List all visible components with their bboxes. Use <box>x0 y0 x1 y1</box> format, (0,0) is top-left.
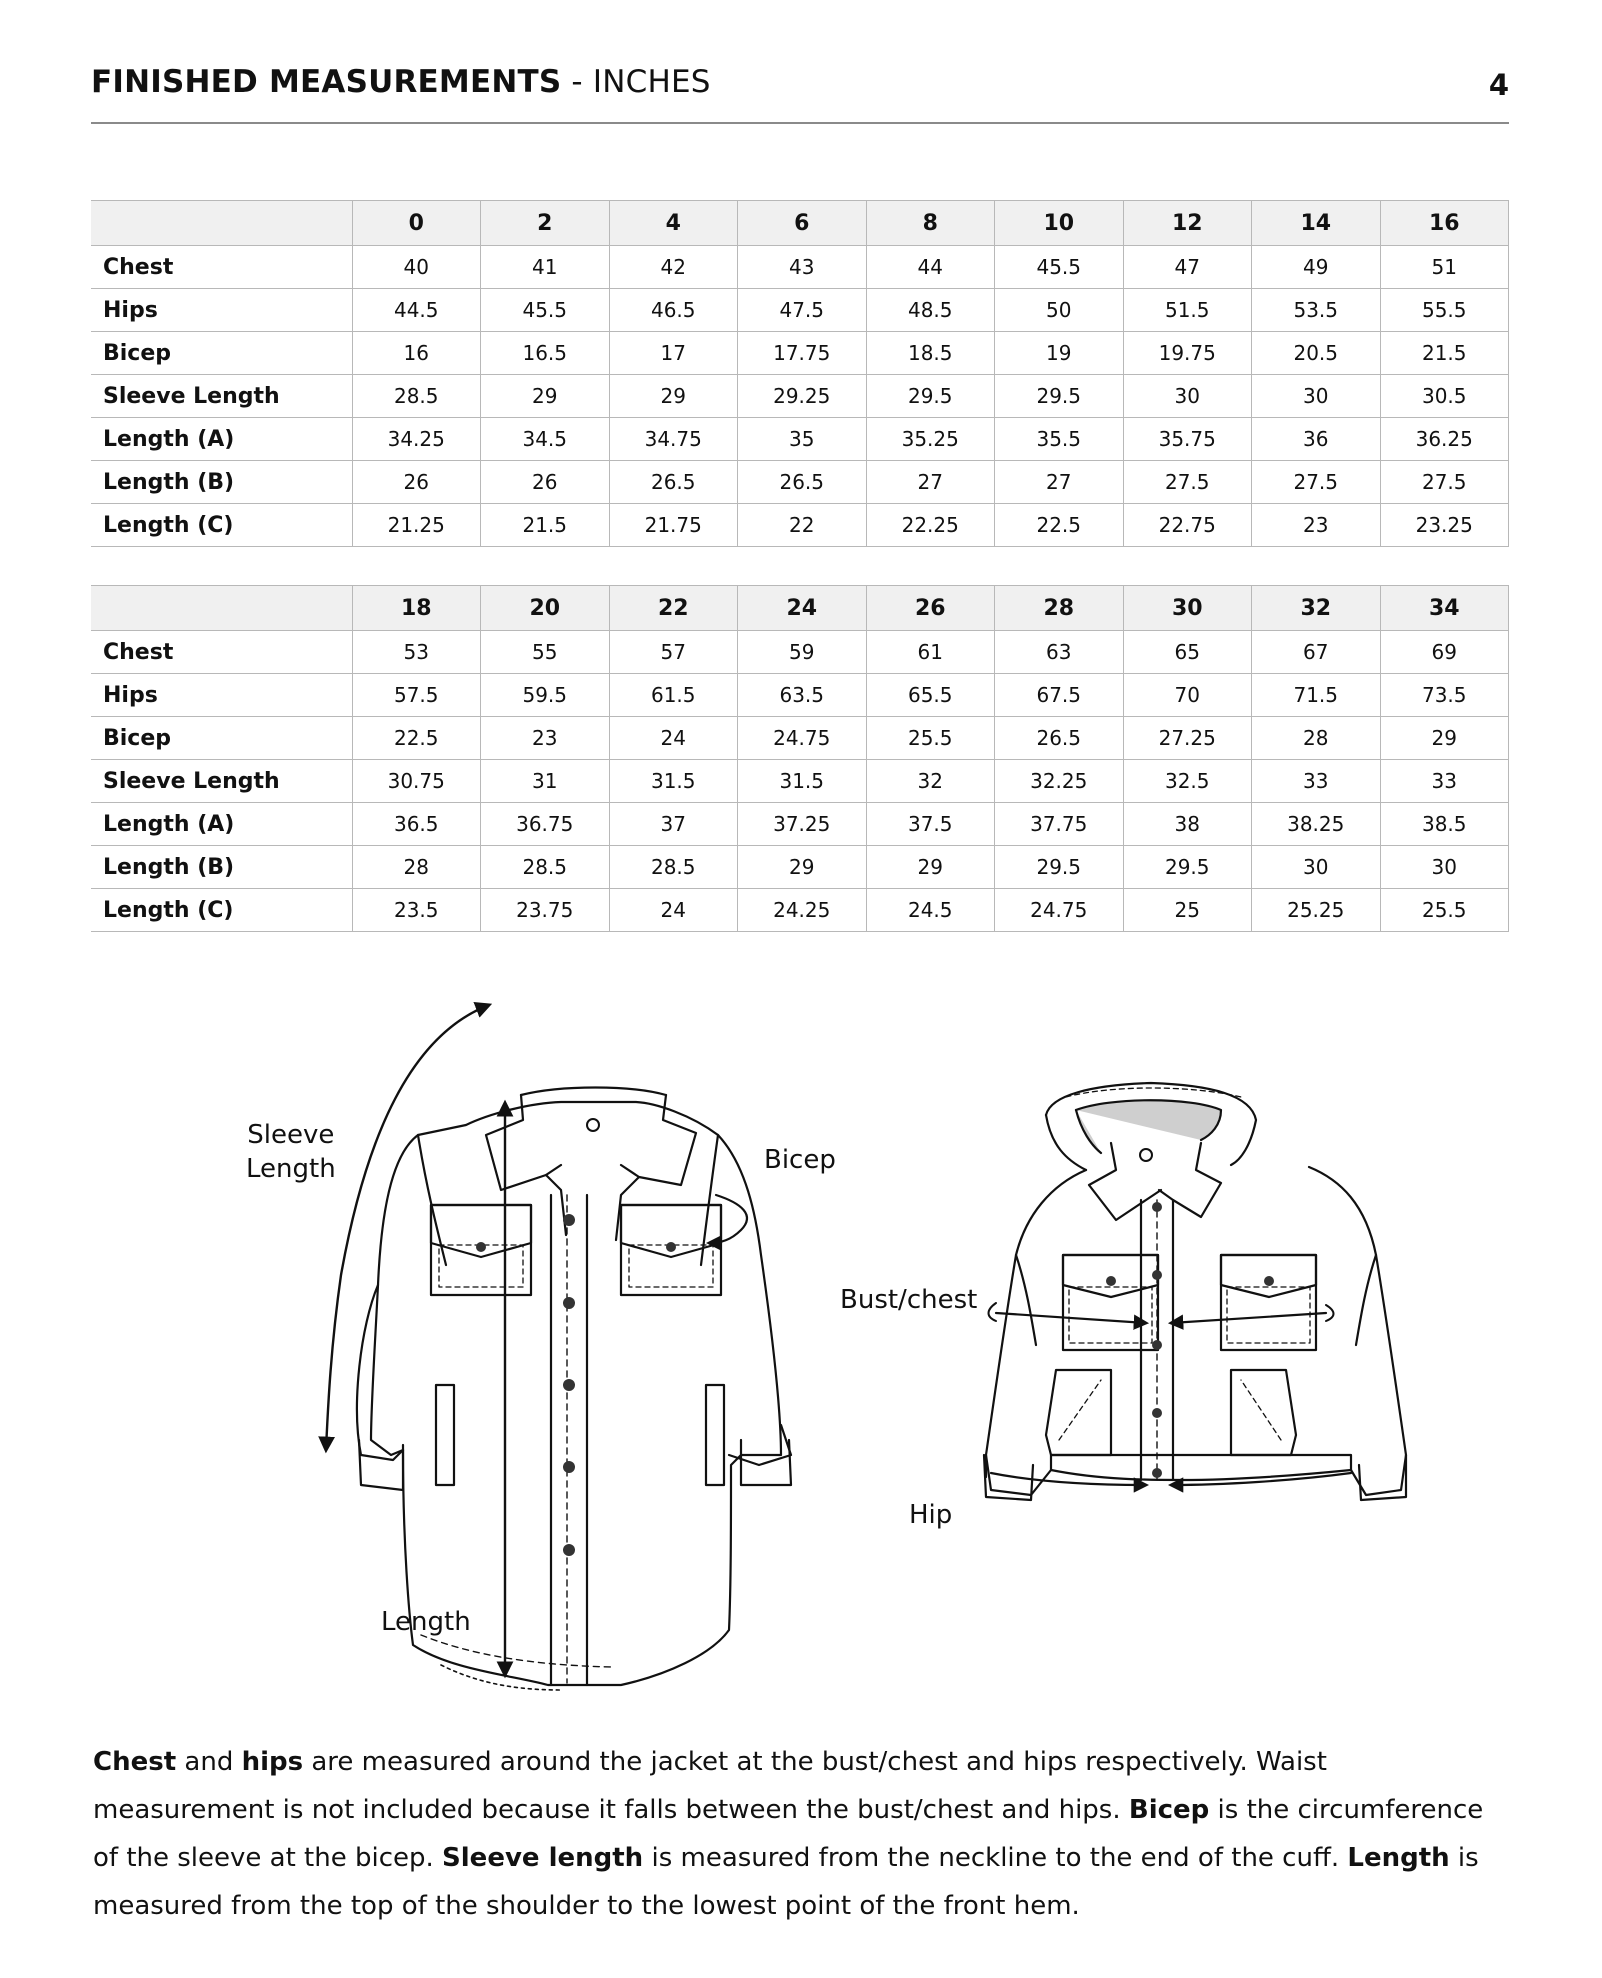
row-label: Length (A) <box>91 418 352 461</box>
measurement-cell: 69 <box>1380 631 1509 674</box>
measurement-cell: 22.5 <box>352 717 481 760</box>
measurement-cell: 26.5 <box>995 717 1124 760</box>
measurement-cell: 28 <box>1252 717 1381 760</box>
measurement-cell: 33 <box>1252 760 1381 803</box>
measurement-cell: 32.5 <box>1123 760 1252 803</box>
row-label: Bicep <box>91 717 352 760</box>
page-number: 4 <box>1488 68 1509 102</box>
measurement-cell: 18.5 <box>866 332 995 375</box>
measurement-description <box>93 1738 1513 1930</box>
page-title <box>91 64 711 100</box>
hooded-jacket-drawing <box>984 1083 1406 1500</box>
description-term: Chest <box>93 1747 177 1777</box>
size-header: 34 <box>1380 586 1509 631</box>
measurement-cell: 30 <box>1380 846 1509 889</box>
description-text: are measured around the jacket at the bust/chest and hips respectively. Waist measurement is not included because it falls between the bust/chest and hips. <box>93 1747 1327 1825</box>
description-text: is measured from the neckline to the end of the cuff. <box>643 1843 1348 1873</box>
measurement-cell: 44.5 <box>352 289 481 332</box>
measurement-cell: 27.5 <box>1123 461 1252 504</box>
measurement-cell: 51 <box>1380 246 1509 289</box>
table-row <box>91 246 1509 289</box>
size-header: 12 <box>1123 201 1252 246</box>
description-text: is measured from the top of the shoulder to the lowest point of the front hem. <box>93 1843 1479 1921</box>
measurement-cell: 61.5 <box>609 674 738 717</box>
measurement-cell: 37.25 <box>738 803 867 846</box>
size-header: 22 <box>609 586 738 631</box>
measurement-cell: 67.5 <box>995 674 1124 717</box>
measurement-cell: 17 <box>609 332 738 375</box>
sleeve-length-label-line2: Length <box>246 1154 336 1184</box>
row-label: Chest <box>91 246 352 289</box>
row-label: Length (A) <box>91 803 352 846</box>
measurement-cell: 31 <box>481 760 610 803</box>
size-header: 30 <box>1123 586 1252 631</box>
measurement-cell: 47.5 <box>738 289 867 332</box>
measurement-cell: 27.5 <box>1252 461 1381 504</box>
row-label: Hips <box>91 674 352 717</box>
measurement-cell: 42 <box>609 246 738 289</box>
measurement-cell: 25.5 <box>1380 889 1509 932</box>
table-row <box>91 418 1509 461</box>
measurement-cell: 29 <box>738 846 867 889</box>
measurement-cell: 26 <box>352 461 481 504</box>
row-label: Sleeve Length <box>91 375 352 418</box>
measurement-cell: 28.5 <box>352 375 481 418</box>
measurement-cell: 29.5 <box>1123 846 1252 889</box>
row-label: Chest <box>91 631 352 674</box>
measurement-cell: 17.75 <box>738 332 867 375</box>
measurement-cell: 46.5 <box>609 289 738 332</box>
row-label: Length (B) <box>91 461 352 504</box>
table-row <box>91 674 1509 717</box>
size-header: 0 <box>352 201 481 246</box>
measurement-cell: 25.25 <box>1252 889 1381 932</box>
sleeve-length-label <box>246 1118 336 1186</box>
measurement-cell: 24.75 <box>738 717 867 760</box>
row-label: Sleeve Length <box>91 760 352 803</box>
measurement-cell: 21.75 <box>609 504 738 547</box>
bicep-label: Bicep <box>764 1145 836 1175</box>
table-row <box>91 803 1509 846</box>
measurement-cell: 50 <box>995 289 1124 332</box>
measurement-cell: 24 <box>609 717 738 760</box>
measurement-cell: 40 <box>352 246 481 289</box>
measurement-cell: 27.25 <box>1123 717 1252 760</box>
measurement-cell: 61 <box>866 631 995 674</box>
measurement-cell: 59 <box>738 631 867 674</box>
measurement-cell: 30.75 <box>352 760 481 803</box>
measurement-cell: 36 <box>1252 418 1381 461</box>
measurement-cell: 55 <box>481 631 610 674</box>
measurement-cell: 20.5 <box>1252 332 1381 375</box>
measurement-cell: 23.25 <box>1380 504 1509 547</box>
measurement-cell: 35 <box>738 418 867 461</box>
measurement-cell: 31.5 <box>738 760 867 803</box>
measurement-cell: 73.5 <box>1380 674 1509 717</box>
measurement-cell: 38.25 <box>1252 803 1381 846</box>
measurement-cell: 19.75 <box>1123 332 1252 375</box>
measurement-cell: 24.5 <box>866 889 995 932</box>
measurement-cell: 48.5 <box>866 289 995 332</box>
description-text: and <box>176 1747 242 1777</box>
measurement-cell: 27.5 <box>1380 461 1509 504</box>
measurement-cell: 37 <box>609 803 738 846</box>
measurement-cell: 59.5 <box>481 674 610 717</box>
size-header: 26 <box>866 586 995 631</box>
measurement-cell: 36.75 <box>481 803 610 846</box>
measurement-cell: 24.25 <box>738 889 867 932</box>
measurement-cell: 55.5 <box>1380 289 1509 332</box>
measurement-cell: 38 <box>1123 803 1252 846</box>
size-header: 20 <box>481 586 610 631</box>
bust-chest-label: Bust/chest <box>840 1285 978 1315</box>
measurement-cell: 26.5 <box>738 461 867 504</box>
table-row <box>91 717 1509 760</box>
size-header: 18 <box>352 586 481 631</box>
measurement-cell: 36.5 <box>352 803 481 846</box>
measurement-cell: 70 <box>1123 674 1252 717</box>
row-label: Length (C) <box>91 889 352 932</box>
measurement-cell: 21.5 <box>1380 332 1509 375</box>
size-header: 32 <box>1252 586 1381 631</box>
measurement-cell: 22 <box>738 504 867 547</box>
measurement-cell: 27 <box>995 461 1124 504</box>
measurement-cell: 67 <box>1252 631 1381 674</box>
measurement-cell: 28.5 <box>481 846 610 889</box>
measurement-cell: 53.5 <box>1252 289 1381 332</box>
table-row <box>91 332 1509 375</box>
measurement-cell: 25 <box>1123 889 1252 932</box>
measurement-cell: 29.5 <box>995 846 1124 889</box>
measurement-cell: 28.5 <box>609 846 738 889</box>
measurement-cell: 53 <box>352 631 481 674</box>
measurement-cell: 21.5 <box>481 504 610 547</box>
measurement-cell: 22.75 <box>1123 504 1252 547</box>
measurement-cell: 37.5 <box>866 803 995 846</box>
table-row <box>91 760 1509 803</box>
measurement-cell: 34.25 <box>352 418 481 461</box>
size-header: 16 <box>1380 201 1509 246</box>
measurement-cell: 16.5 <box>481 332 610 375</box>
measurement-cell: 47 <box>1123 246 1252 289</box>
jacket-illustrations <box>91 985 1509 1705</box>
measurements-table-sizes-0-16 <box>91 200 1509 547</box>
measurement-cell: 19 <box>995 332 1124 375</box>
size-header: 4 <box>609 201 738 246</box>
measurement-cell: 35.25 <box>866 418 995 461</box>
measurement-cell: 27 <box>866 461 995 504</box>
measurement-cell: 23.5 <box>352 889 481 932</box>
measurement-cell: 65.5 <box>866 674 995 717</box>
measurement-cell: 16 <box>352 332 481 375</box>
table-row <box>91 846 1509 889</box>
size-header: 24 <box>738 586 867 631</box>
measurement-cell: 29 <box>866 846 995 889</box>
measurement-cell: 29.5 <box>866 375 995 418</box>
row-label: Bicep <box>91 332 352 375</box>
hip-label: Hip <box>909 1500 953 1530</box>
measurement-cell: 30 <box>1123 375 1252 418</box>
measurement-cell: 57.5 <box>352 674 481 717</box>
table-row <box>91 504 1509 547</box>
table-row <box>91 289 1509 332</box>
measurement-cell: 24 <box>609 889 738 932</box>
measurement-cell: 38.5 <box>1380 803 1509 846</box>
measurement-cell: 45.5 <box>995 246 1124 289</box>
measurement-cell: 34.75 <box>609 418 738 461</box>
measurement-cell: 29.5 <box>995 375 1124 418</box>
measurement-cell: 63 <box>995 631 1124 674</box>
length-label: Length <box>381 1607 471 1637</box>
size-header: 14 <box>1252 201 1381 246</box>
measurement-cell: 22.25 <box>866 504 995 547</box>
table-corner-cell <box>91 201 352 246</box>
size-header: 2 <box>481 201 610 246</box>
measurement-cell: 41 <box>481 246 610 289</box>
measurements-table-sizes-18-34 <box>91 585 1509 932</box>
measurement-cell: 23 <box>1252 504 1381 547</box>
table-corner-cell <box>91 586 352 631</box>
measurement-cell: 32.25 <box>995 760 1124 803</box>
sleeve-length-label-line1: Sleeve <box>247 1120 335 1150</box>
row-label: Hips <box>91 289 352 332</box>
table-header-row <box>91 586 1509 631</box>
table-row <box>91 631 1509 674</box>
measurement-cell: 44 <box>866 246 995 289</box>
measurement-cell: 24.75 <box>995 889 1124 932</box>
measurement-cell: 30 <box>1252 375 1381 418</box>
measurement-cell: 45.5 <box>481 289 610 332</box>
measurement-cell: 21.25 <box>352 504 481 547</box>
measurement-cell: 36.25 <box>1380 418 1509 461</box>
size-header: 8 <box>866 201 995 246</box>
page-title-bold: FINISHED MEASUREMENTS <box>91 64 562 100</box>
table-row <box>91 889 1509 932</box>
measurement-cell: 29 <box>609 375 738 418</box>
measurement-cell: 23.75 <box>481 889 610 932</box>
size-header: 10 <box>995 201 1124 246</box>
measurement-cell: 29 <box>481 375 610 418</box>
row-label: Length (C) <box>91 504 352 547</box>
description-term: Length <box>1347 1843 1450 1873</box>
measurement-cell: 35.75 <box>1123 418 1252 461</box>
measurement-cell: 32 <box>866 760 995 803</box>
measurement-cell: 49 <box>1252 246 1381 289</box>
measurement-cell: 65 <box>1123 631 1252 674</box>
measurement-cell: 25.5 <box>866 717 995 760</box>
measurement-cell: 29.25 <box>738 375 867 418</box>
size-header: 28 <box>995 586 1124 631</box>
measurement-cell: 23 <box>481 717 610 760</box>
measurement-cell: 26 <box>481 461 610 504</box>
measurement-cell: 63.5 <box>738 674 867 717</box>
description-term: Sleeve length <box>442 1843 644 1873</box>
measurement-cell: 37.75 <box>995 803 1124 846</box>
description-text: is the circumference of the sleeve at the bicep. <box>93 1795 1484 1873</box>
measurement-cell: 33 <box>1380 760 1509 803</box>
measurement-cell: 30 <box>1252 846 1381 889</box>
measurement-diagram <box>91 985 1509 1705</box>
measurement-cell: 29 <box>1380 717 1509 760</box>
description-term: Bicep <box>1128 1795 1210 1825</box>
measurement-cell: 30.5 <box>1380 375 1509 418</box>
table-row <box>91 375 1509 418</box>
row-label: Length (B) <box>91 846 352 889</box>
table-row <box>91 461 1509 504</box>
measurement-cell: 22.5 <box>995 504 1124 547</box>
measurement-cell: 71.5 <box>1252 674 1381 717</box>
measurement-cell: 57 <box>609 631 738 674</box>
measurement-cell: 35.5 <box>995 418 1124 461</box>
size-header: 6 <box>738 201 867 246</box>
page-title-unit: - INCHES <box>561 64 711 100</box>
measurement-cell: 26.5 <box>609 461 738 504</box>
measurement-cell: 43 <box>738 246 867 289</box>
measurement-cell: 31.5 <box>609 760 738 803</box>
measurement-cell: 34.5 <box>481 418 610 461</box>
table-header-row <box>91 201 1509 246</box>
description-term: hips <box>241 1747 304 1777</box>
page-header <box>91 58 1509 124</box>
measurement-cell: 28 <box>352 846 481 889</box>
measurement-cell: 51.5 <box>1123 289 1252 332</box>
